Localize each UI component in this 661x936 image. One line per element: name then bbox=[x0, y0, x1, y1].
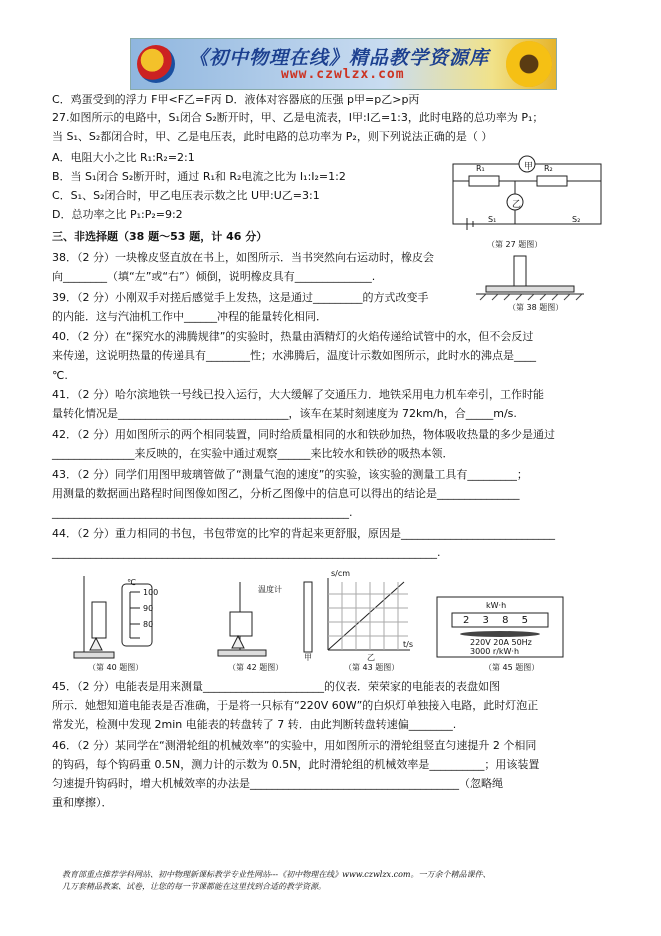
text-line: 43．（2 分）同学们用图甲玻璃管做了“测量气泡的速度”的实验，该实验的测量工具有_________； bbox=[52, 468, 528, 481]
thermometer-tick-80: 80 bbox=[143, 620, 154, 629]
text-line: 向________（填“左”或“右”）倾倒，说明橡皮具有______________. bbox=[52, 270, 376, 283]
graph-yi-label: 乙 bbox=[367, 653, 375, 662]
ammeter-jia-label: 甲 bbox=[524, 162, 534, 172]
text-line: 的钩码，每个钩码重 0.5N，测力计的示数为 0.5N，此时滑轮组的机械效率是__________；用该装置 bbox=[52, 758, 540, 771]
text-line: 常发光，检测中发现 2min 电能表的转盘转了 7 转．由此判断转盘转速偏________. bbox=[52, 718, 457, 731]
text-line: C．S₁、S₂闭合时，甲乙电压表示数之比 U甲:U乙=3:1 bbox=[52, 189, 320, 202]
meter-spec-revolutions: 3000 r/kW·h bbox=[470, 647, 520, 656]
meter-digits: 2 3 8 5 bbox=[463, 615, 533, 626]
text-line: C．鸡蛋受到的浮力 F甲<F乙=F丙 D．液体对容器底的压强 p甲=p乙>p丙 bbox=[52, 93, 420, 106]
text-line: 量转化情况是_______________________________，该车在某时刻速度为 72km/h，合_____m/s. bbox=[52, 407, 517, 420]
boiling-apparatus-40 bbox=[70, 572, 159, 662]
text-line: 46．（2 分）某同学在“测滑轮组的机械效率”的实验中，用如图所示的滑轮组竖直匀速提升 2 个相同 bbox=[52, 739, 537, 752]
s1-label: S₁ bbox=[488, 215, 497, 224]
meter-unit-label: kW·h bbox=[486, 601, 507, 610]
site-url: www.czwlzx.com bbox=[281, 67, 405, 82]
text-line: ______________________________________________________________________. bbox=[52, 546, 441, 559]
bubble-graph-43 bbox=[298, 574, 416, 664]
text-line: D．总功率之比 P₁:P₂=9:2 bbox=[52, 208, 183, 221]
text-line: 重和摩擦）． bbox=[52, 796, 113, 809]
book-eraser-diagram-38 bbox=[476, 254, 586, 302]
text-line: 的内能．这与汽油机工作中______冲程的能量转化相同． bbox=[52, 310, 327, 323]
text-line: 39．（2 分）小刚双手对搓后感觉手上发热，这是通过_________的方式改变手 bbox=[52, 291, 429, 304]
r1-label: R₁ bbox=[476, 164, 485, 173]
fig38-caption: （第 38 题图） bbox=[508, 303, 564, 312]
s2-label: S₂ bbox=[572, 215, 581, 224]
text-line: 当 S₁、S₂都闭合时，甲、乙是电压表，此时电路的总功率为 P₂，则下列说法正确的是（ ） bbox=[52, 130, 493, 143]
text-line: ______________________________________________________. bbox=[52, 506, 353, 519]
text-line: 匀速提升钩码时，增大机械效率的办法是______________________________________（忽略绳 bbox=[52, 777, 503, 790]
text-line: 所示．她想知道电能表是否准确，于是将一只标有“220V 60W”的白炽灯单独接入电路，此时灯泡正 bbox=[52, 699, 539, 712]
thermometer-tick-90: 90 bbox=[143, 604, 154, 613]
thermometer-tick-100: 100 bbox=[143, 588, 159, 597]
text-line: A．电阻大小之比 R₁:R₂=2:1 bbox=[52, 151, 195, 164]
text-line: 来传递，这说明热量的传递具有________性；水沸腾后，温度计示数如图所示，此时水的沸点是____ bbox=[52, 349, 536, 362]
site-logo bbox=[137, 45, 175, 83]
text-line: 45．（2 分）电能表是用来测量______________________的仪表．荣荣家的电能表的表盘如图 bbox=[52, 680, 500, 693]
fig42-caption: （第 42 题图） bbox=[228, 663, 284, 672]
footer-line-2: 几万套精品教案、试卷，让您的每一节课都能在这里找到合适的教学资源。 bbox=[62, 882, 326, 891]
r2-label: R₂ bbox=[544, 164, 553, 173]
fig45-caption: （第 45 题图） bbox=[484, 663, 540, 672]
text-line: 40．（2 分）在“探究水的沸腾规律”的实验时，热量由酒精灯的火焰传递给试管中的水，但不会反过 bbox=[52, 330, 534, 343]
text-line: 用测量的数据画出路程时间图像如图乙，分析乙图像中的信息可以得出的结论是_______________ bbox=[52, 487, 520, 500]
text-line: B．当 S₁闭合 S₂断开时，通过 R₁和 R₂电流之比为 I₁:I₂=1:2 bbox=[52, 170, 346, 183]
text-line: 38．（2 分）一块橡皮竖直放在书上，如图所示．当书突然向右运动时，橡皮会 bbox=[52, 251, 434, 264]
thermometer-label: 温度计 bbox=[258, 585, 282, 594]
text-line: 41．（2 分）哈尔滨地铁一号线已投入运行，大大缓解了交通压力．地铁采用电力机车牵引，工作时能 bbox=[52, 388, 544, 401]
header-banner bbox=[130, 38, 557, 90]
text-line: 27.如图所示的电路中，S₁闭合 S₂断开时，甲、乙是电流表，I甲:I乙=1:3，此时电路的总功率为 P₁； bbox=[52, 111, 544, 124]
section-heading: 三、非选择题（38 题～53 题，计 46 分） bbox=[52, 230, 268, 243]
text-line: ℃. bbox=[52, 369, 68, 382]
fig43-caption: （第 43 题图） bbox=[344, 663, 400, 672]
thermometer-unit-label: ℃ bbox=[127, 578, 136, 587]
text-line: 44．（2 分）重力相同的书包，书包带宽的比窄的背起来更舒服，原因是____________________________ bbox=[52, 527, 555, 540]
fig40-caption: （第 40 题图） bbox=[88, 663, 144, 672]
meter-spec-rating: 220V 20A 50Hz bbox=[470, 638, 532, 647]
fig27-caption: （第 27 题图） bbox=[487, 240, 543, 249]
tube-jia-label: 甲 bbox=[304, 653, 312, 662]
footer-line-1: 教育部重点推荐学科网站、初中物理新课标教学专业性网站---《初中物理在线》www.czwlzx.com。一万余个精品课件、 bbox=[62, 870, 491, 879]
text-line: _______________来反映的，在实验中通过观察______来比较水和铁砂的吸热本领． bbox=[52, 447, 454, 460]
sunflower-image bbox=[506, 41, 552, 87]
site-title: 《初中物理在线》精品教学资源库 bbox=[189, 47, 490, 69]
graph-s-axis-label: s/cm bbox=[331, 569, 351, 578]
ammeter-yi-label: 乙 bbox=[512, 200, 522, 210]
text-line: 42．（2 分）用如图所示的两个相同装置，同时给质量相同的水和铁砂加热，物体吸收热量的多少是通过 bbox=[52, 428, 555, 441]
graph-t-axis-label: t/s bbox=[403, 640, 413, 649]
